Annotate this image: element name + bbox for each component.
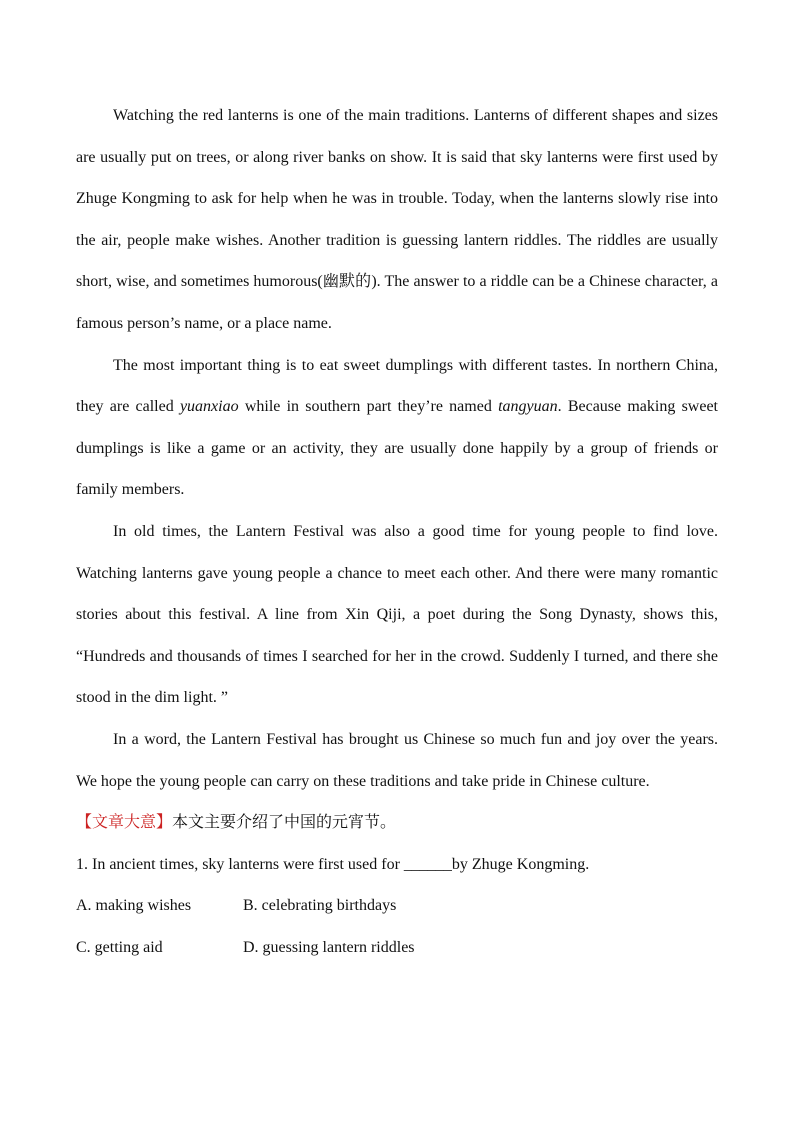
summary-tag: 【文章大意】	[76, 814, 173, 832]
paragraph-text: . Because making sweet dumplings is like a game or an activity, they are usually done happily by a group of friends or family members.	[76, 398, 718, 499]
option-b: B. celebrating birthdays	[243, 897, 397, 915]
question-1-options-row-1	[76, 885, 718, 927]
paragraph-sweet-dumplings	[76, 345, 718, 511]
option-c: C. getting aid	[76, 938, 163, 956]
article-summary	[76, 802, 718, 844]
paragraph-text: while in southern part they’re named	[238, 398, 499, 416]
term-tangyuan: tangyuan	[498, 398, 558, 416]
option-d: D. guessing lantern riddles	[243, 938, 415, 956]
question-1-stem: 1. In ancient times, sky lanterns were first used for ______by Zhuge Kongming.	[76, 855, 590, 873]
paragraph-text: The most important thing is to eat sweet dumplings with different tastes. In northern China, they are called	[76, 356, 718, 416]
paragraph-conclusion: In a word, the Lantern Festival has brought us Chinese so much fun and joy over the years. We hope the young people can carry on these traditions and take pride in Chinese culture.	[76, 730, 718, 790]
paragraph-romance: In old times, the Lantern Festival was also a good time for young people to find love. Watching lanterns gave young people a chance to meet each other. And there were many romantic stories about this festival. A line from Xin Qiji, a poet during the Song Dynasty, shows this, “Hundreds and thousands of times I searched for her in the crowd. Suddenly I turned, and there she stood in the dim light. ”	[76, 522, 718, 707]
option-a: A. making wishes	[76, 897, 192, 915]
term-yuanxiao: yuanxiao	[179, 398, 239, 416]
document-page	[76, 95, 718, 968]
paragraph-lantern-traditions: Watching the red lanterns is one of the main traditions. Lanterns of different shapes and sizes are usually put on trees, or along river banks on show. It is said that sky lanterns were first used by Zhuge Kongming to ask for help when he was in trouble. Today, when the lanterns slowly rise into the air, people make wishes. Another tradition is guessing lantern riddles. The riddles are usually short, wise, and sometimes humorous(幽默的). The answer to a riddle can be a Chinese character, a famous person’s name, or a place name.	[76, 107, 718, 332]
question-1-options-row-2	[76, 927, 718, 969]
summary-text: 本文主要介绍了中国的元宵节。	[172, 814, 397, 832]
